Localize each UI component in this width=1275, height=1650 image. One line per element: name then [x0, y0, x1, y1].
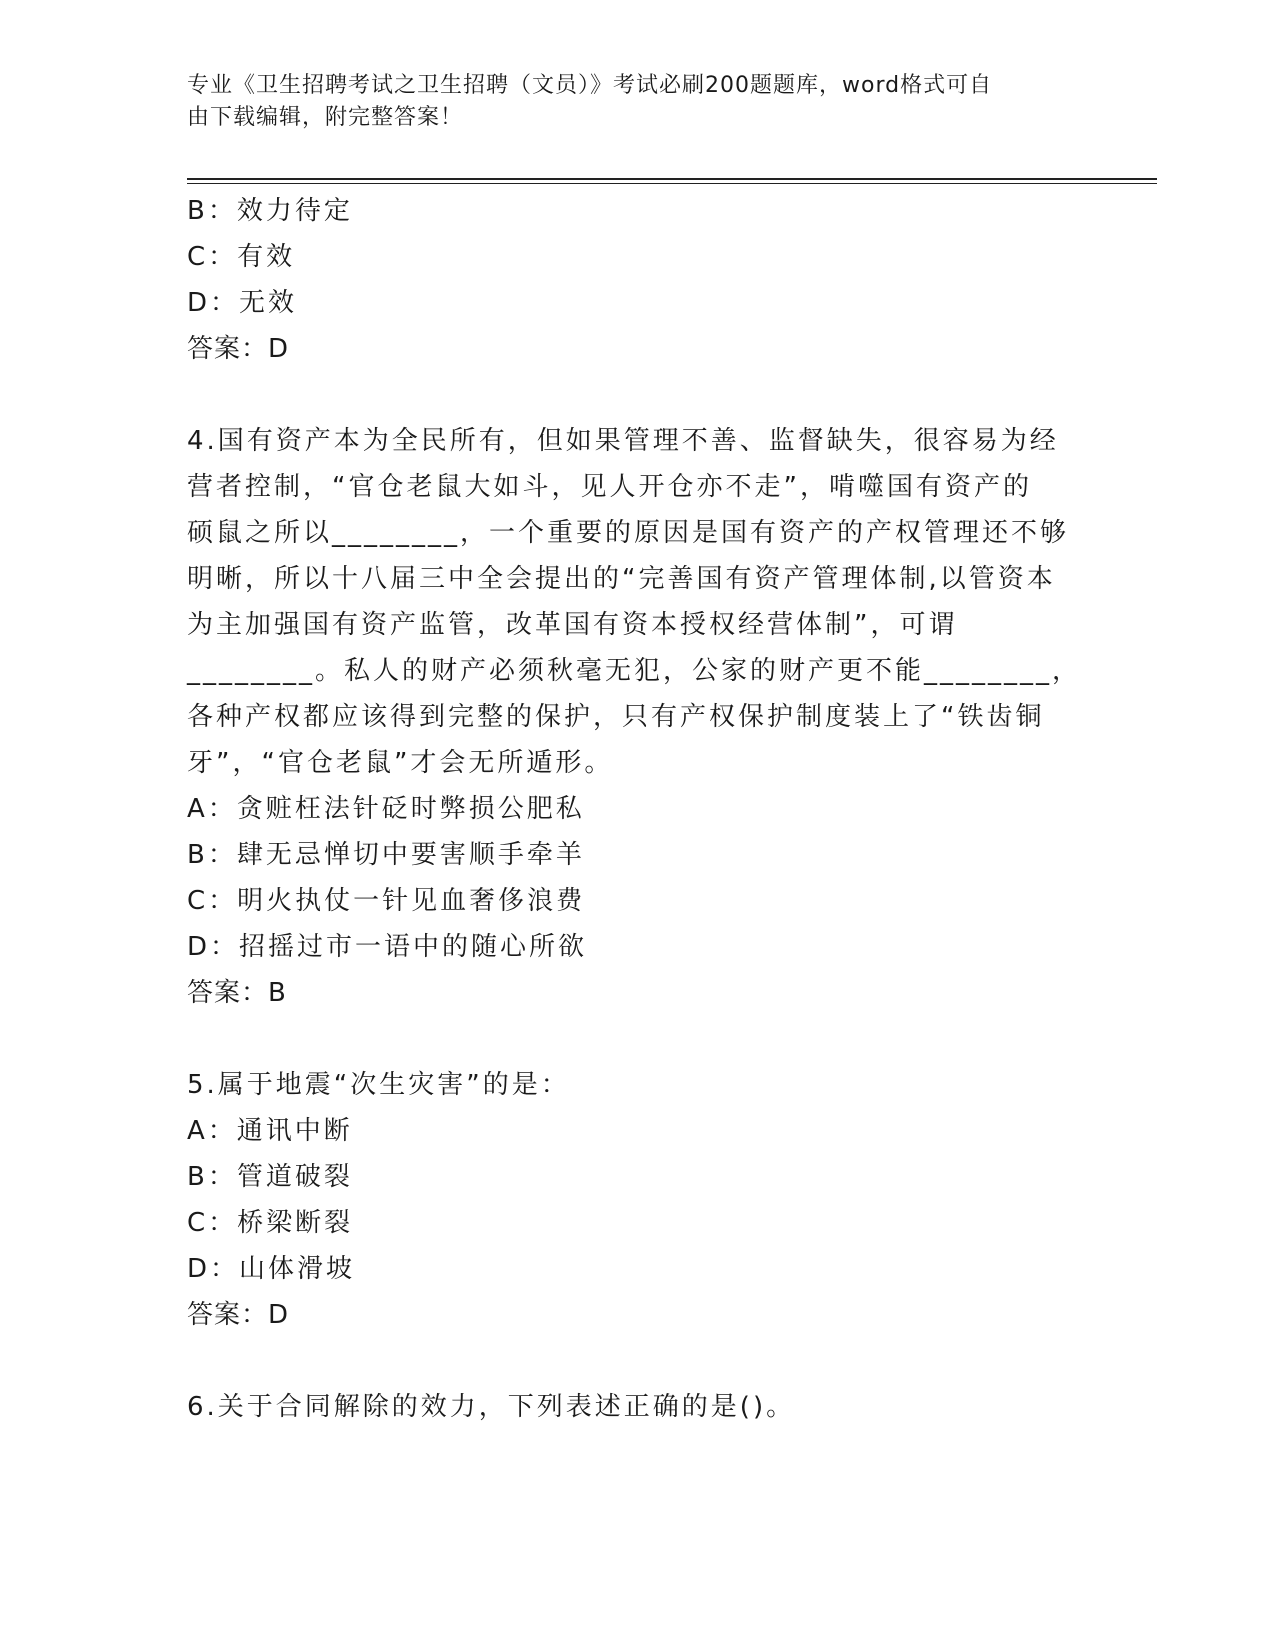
- question-3-tail: [187, 188, 1087, 372]
- question-stem: 6.关于合同解除的效力，下列表述正确的是()。: [187, 1392, 796, 1422]
- option-c: C：明火执仗一针见血奢侈浪费: [187, 886, 586, 916]
- header-line-1: 专业《卫生招聘考试之卫生招聘（文员）》考试必刷200题题库，word格式可自: [187, 73, 993, 98]
- question-5: [187, 1062, 1087, 1338]
- spacer: [187, 1016, 1087, 1062]
- option-c: C：桥梁断裂: [187, 1208, 354, 1238]
- option-a: A：通讯中断: [187, 1116, 353, 1146]
- question-6: [187, 1384, 1087, 1430]
- question-4: [187, 418, 1087, 1016]
- stem-line: 为主加强国有资产监管，改革国有资本授权经营体制”，可谓: [187, 610, 958, 640]
- option-b: B：肆无忌惮切中要害顺手牵羊: [187, 840, 585, 870]
- header-divider-thick: [187, 178, 1157, 180]
- option-a: A：贪赃枉法针砭时弊损公肥私: [187, 794, 585, 824]
- answer-label: 答案：D: [187, 1300, 290, 1330]
- question-stem: [187, 418, 1087, 786]
- header-divider-thin: [187, 183, 1157, 184]
- option-d: D：无效: [187, 288, 298, 318]
- document-header: [187, 70, 1067, 134]
- question-stem: 5.属于地震“次生灾害”的是：: [187, 1070, 570, 1100]
- option-b: B：效力待定: [187, 196, 353, 226]
- stem-line: ________。私人的财产必须秋毫无犯，公家的财产更不能________，: [187, 656, 1082, 686]
- answer-label: 答案：D: [187, 334, 290, 364]
- answer-label: 答案：B: [187, 978, 287, 1008]
- stem-line: 明晰，所以十八届三中全会提出的“完善国有资产管理体制,以管资本: [187, 564, 1056, 594]
- header-line-2: 由下载编辑，附完整答案！: [187, 105, 464, 130]
- stem-line: 各种产权都应该得到完整的保护，只有产权保护制度装上了“铁齿铜: [187, 702, 1045, 732]
- spacer: [187, 1338, 1087, 1384]
- option-d: D：招摇过市一语中的随心所欲: [187, 932, 588, 962]
- option-d: D：山体滑坡: [187, 1254, 356, 1284]
- question-content: [187, 188, 1087, 1430]
- stem-line: 牙”，“官仓老鼠”才会无所遁形。: [187, 748, 614, 778]
- stem-line: 硕鼠之所以________，一个重要的原因是国有资产的产权管理还不够: [187, 518, 1070, 548]
- option-b: B：管道破裂: [187, 1162, 353, 1192]
- spacer: [187, 372, 1087, 418]
- stem-line: 营者控制，“官仓老鼠大如斗，见人开仓亦不走”，啃噬国有资产的: [187, 472, 1032, 502]
- option-c: C：有效: [187, 242, 296, 272]
- stem-line: 4.国有资产本为全民所有，但如果管理不善、监督缺失，很容易为经: [187, 426, 1059, 456]
